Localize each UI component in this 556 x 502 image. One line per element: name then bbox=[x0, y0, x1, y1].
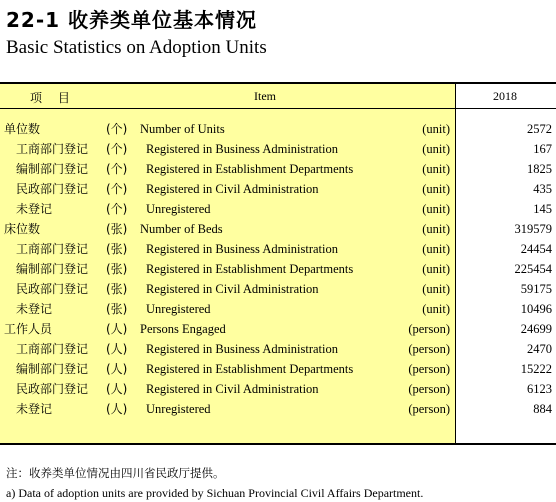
row-unit-chinese: (张) bbox=[106, 222, 128, 236]
row-label-english: Number of Units bbox=[140, 122, 225, 136]
row-value-2018: 884 bbox=[533, 402, 552, 416]
row-label-chinese: 工商部门登记 bbox=[16, 342, 89, 356]
row-label-chinese: 民政部门登记 bbox=[16, 282, 89, 296]
row-label-chinese: 未登记 bbox=[16, 302, 53, 316]
row-unit-chinese: (个) bbox=[106, 162, 128, 176]
row-label-chinese: 单位数 bbox=[4, 122, 41, 136]
row-value-2018: 2470 bbox=[527, 342, 552, 356]
row-label-chinese: 床位数 bbox=[4, 222, 41, 236]
row-label-english: Unregistered bbox=[146, 202, 211, 216]
row-label-english: Registered in Civil Administration bbox=[146, 282, 319, 296]
row-unit-english: (unit) bbox=[422, 162, 450, 176]
row-unit-chinese: (张) bbox=[106, 282, 128, 296]
footnote-chinese: 注：收养类单位情况由四川省民政厅提供。 bbox=[6, 466, 225, 480]
row-label-english: Registered in Business Administration bbox=[146, 242, 339, 256]
row-unit-chinese: (张) bbox=[106, 302, 128, 316]
row-label-english: Persons Engaged bbox=[140, 322, 226, 336]
footnote-english: a) Data of adoption units are provided by Sichuan Provincial Civil Affairs Department. bbox=[6, 486, 424, 500]
row-unit-english: (unit) bbox=[422, 302, 450, 316]
row-unit-english: (unit) bbox=[422, 282, 450, 296]
row-label-chinese: 编制部门登记 bbox=[16, 262, 89, 276]
table-row bbox=[0, 199, 556, 219]
row-unit-chinese: (个) bbox=[106, 142, 128, 156]
row-label-chinese: 编制部门登记 bbox=[16, 362, 89, 376]
row-unit-english: (person) bbox=[408, 342, 450, 356]
row-label-chinese: 工商部门登记 bbox=[16, 242, 89, 256]
row-label-english: Number of Beds bbox=[140, 222, 223, 236]
row-unit-english: (unit) bbox=[422, 202, 450, 216]
row-unit-chinese: (个) bbox=[106, 182, 128, 196]
row-unit-english: (unit) bbox=[422, 122, 450, 136]
row-value-2018: 59175 bbox=[520, 282, 552, 296]
row-label-chinese: 民政部门登记 bbox=[16, 382, 89, 396]
statistics-table bbox=[0, 82, 556, 445]
table-row bbox=[0, 119, 556, 139]
row-label-english: Registered in Civil Administration bbox=[146, 182, 319, 196]
row-label-chinese: 工商部门登记 bbox=[16, 142, 89, 156]
page-title-english: Basic Statistics on Adoption Units bbox=[6, 37, 267, 58]
row-label-english: Unregistered bbox=[146, 302, 211, 316]
row-value-2018: 225454 bbox=[514, 262, 552, 276]
row-value-2018: 2572 bbox=[527, 122, 552, 136]
row-value-2018: 6123 bbox=[527, 382, 552, 396]
table-row bbox=[0, 359, 556, 379]
table-row bbox=[0, 139, 556, 159]
row-unit-english: (unit) bbox=[422, 182, 450, 196]
row-unit-english: (unit) bbox=[422, 142, 450, 156]
table-row bbox=[0, 259, 556, 279]
table-row bbox=[0, 319, 556, 339]
table-row bbox=[0, 219, 556, 239]
header-item-chinese: 项 目 bbox=[30, 91, 76, 105]
row-value-2018: 24454 bbox=[520, 242, 552, 256]
row-value-2018: 24699 bbox=[520, 322, 552, 336]
row-value-2018: 15222 bbox=[520, 362, 552, 376]
table-row bbox=[0, 159, 556, 179]
row-value-2018: 435 bbox=[533, 182, 552, 196]
table-row bbox=[0, 179, 556, 199]
table-row bbox=[0, 339, 556, 359]
row-label-chinese: 未登记 bbox=[16, 202, 53, 216]
row-label-english: Registered in Business Administration bbox=[146, 142, 339, 156]
row-value-2018: 10496 bbox=[520, 302, 552, 316]
row-unit-english: (unit) bbox=[422, 242, 450, 256]
table-row bbox=[0, 399, 556, 419]
row-unit-english: (person) bbox=[408, 322, 450, 336]
row-value-2018: 319579 bbox=[514, 222, 552, 236]
row-value-2018: 1825 bbox=[527, 162, 552, 176]
row-label-english: Registered in Civil Administration bbox=[146, 382, 319, 396]
table-bottom-rule bbox=[0, 443, 556, 445]
row-label-chinese: 编制部门登记 bbox=[16, 162, 89, 176]
row-unit-chinese: (人) bbox=[106, 382, 128, 396]
row-label-chinese: 民政部门登记 bbox=[16, 182, 89, 196]
table-row bbox=[0, 279, 556, 299]
row-unit-chinese: (个) bbox=[106, 122, 128, 136]
row-label-english: Registered in Establishment Departments bbox=[146, 362, 354, 376]
row-unit-english: (person) bbox=[408, 402, 450, 416]
table-row bbox=[0, 379, 556, 399]
row-unit-chinese: (人) bbox=[106, 322, 128, 336]
row-unit-english: (unit) bbox=[422, 222, 450, 236]
row-unit-chinese: (张) bbox=[106, 242, 128, 256]
row-unit-chinese: (人) bbox=[106, 402, 128, 416]
row-label-english: Registered in Establishment Departments bbox=[146, 262, 354, 276]
row-unit-chinese: (人) bbox=[106, 362, 128, 376]
row-unit-english: (person) bbox=[408, 382, 450, 396]
row-label-chinese: 工作人员 bbox=[4, 322, 53, 336]
row-label-english: Registered in Establishment Departments bbox=[146, 162, 354, 176]
row-value-2018: 145 bbox=[533, 202, 552, 216]
row-value-2018: 167 bbox=[533, 142, 552, 156]
row-unit-chinese: (张) bbox=[106, 262, 128, 276]
row-unit-chinese: (人) bbox=[106, 342, 128, 356]
row-label-english: Unregistered bbox=[146, 402, 211, 416]
header-item-english: Item bbox=[254, 89, 276, 103]
row-unit-english: (unit) bbox=[422, 262, 450, 276]
row-label-chinese: 未登记 bbox=[16, 402, 53, 416]
table-header bbox=[0, 84, 556, 108]
table-body bbox=[0, 109, 556, 443]
row-label-english: Registered in Business Administration bbox=[146, 342, 339, 356]
page-title-chinese: 22-1 收养类单位基本情况 bbox=[6, 8, 258, 32]
row-unit-english: (person) bbox=[408, 362, 450, 376]
header-year: 2018 bbox=[493, 89, 517, 103]
table-row bbox=[0, 299, 556, 319]
row-unit-chinese: (个) bbox=[106, 202, 128, 216]
table-row bbox=[0, 239, 556, 259]
